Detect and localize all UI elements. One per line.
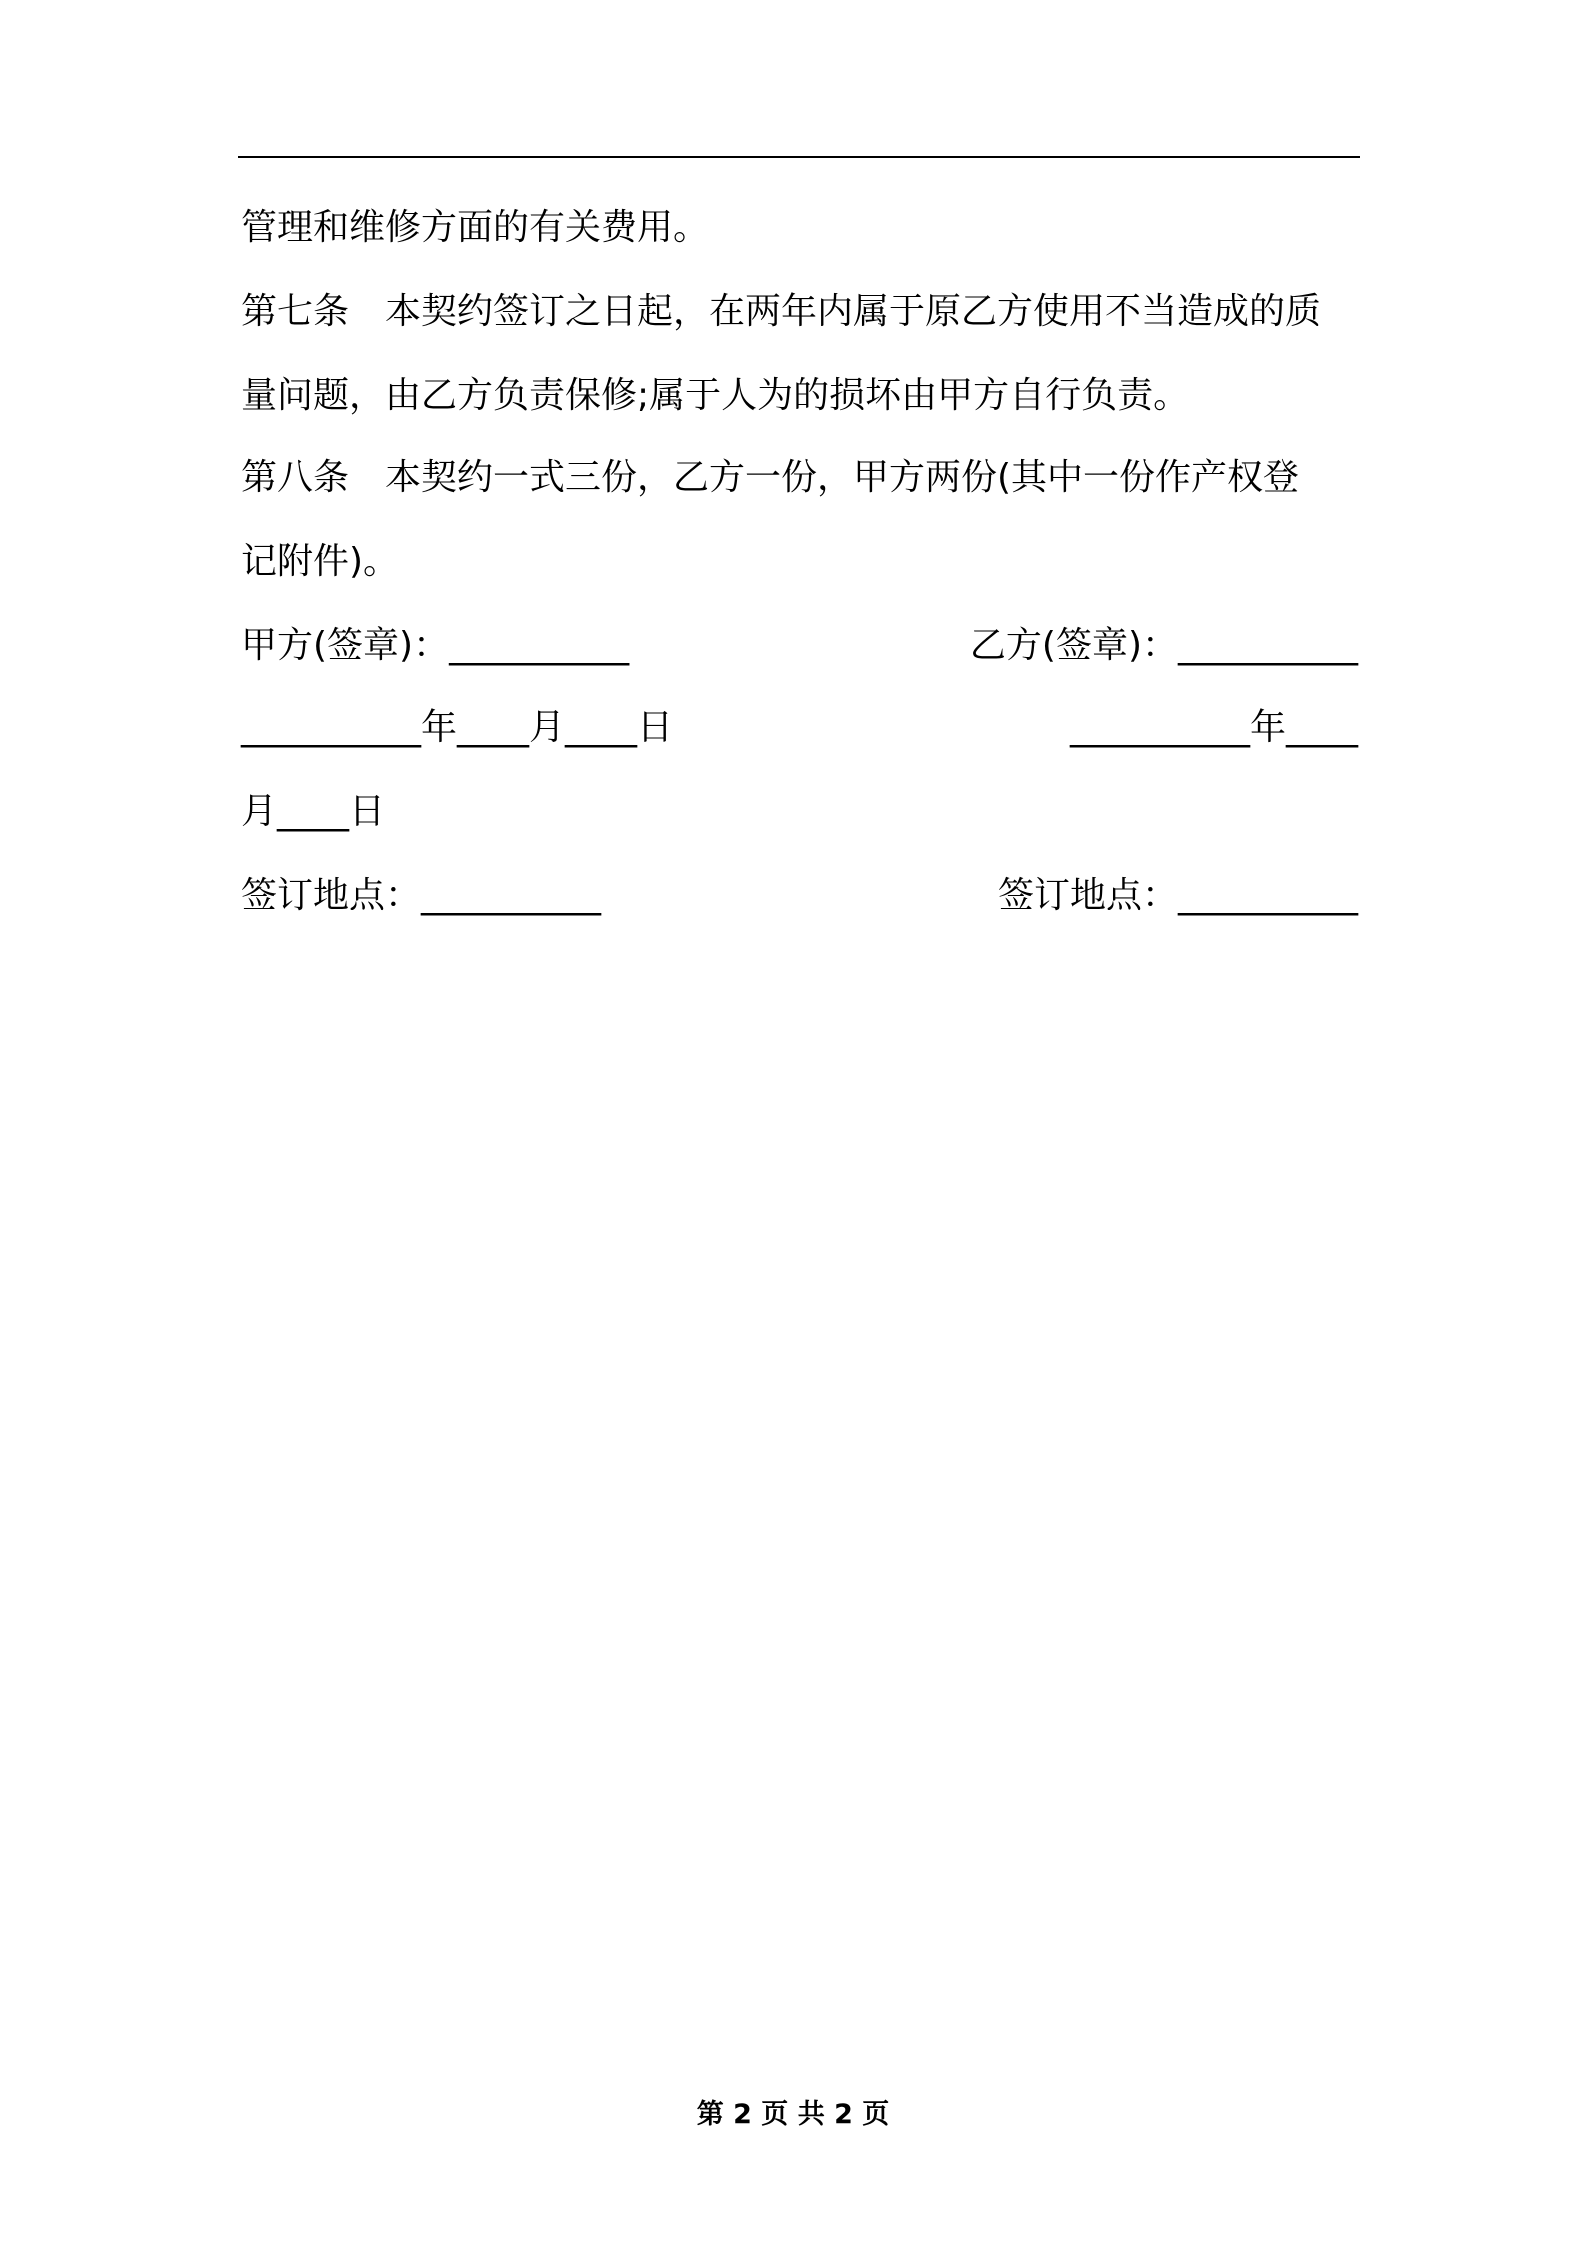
article-8-line-2: 记附件)。 <box>241 541 400 582</box>
party-b-date: __________年____ <box>1070 707 1358 748</box>
header-rule <box>238 156 1360 158</box>
article-7-line-1: 第七条 本契约签订之日起，在两年内属于原乙方使用不当造成的质 <box>241 291 1322 332</box>
party-b-signing-place: 签订地点：__________ <box>997 875 1358 916</box>
party-b-signature: 乙方(签章)：__________ <box>969 625 1358 666</box>
party-b-date-continued: 月____日 <box>241 791 386 832</box>
party-a-signature: 甲方(签章)：__________ <box>241 625 630 666</box>
article-8-line-1: 第八条 本契约一式三份，乙方一份，甲方两份(其中一份作产权登 <box>241 457 1300 498</box>
party-a-signing-place: 签订地点：__________ <box>241 875 602 916</box>
party-a-date: __________年____月____日 <box>241 707 673 748</box>
page-number: 第 2 页 共 2 页 <box>696 2099 890 2130</box>
article-7-line-2: 量问题，由乙方负责保修;属于人为的损坏由甲方自行负责。 <box>241 375 1190 416</box>
paragraph-line: 管理和维修方面的有关费用。 <box>241 207 710 248</box>
